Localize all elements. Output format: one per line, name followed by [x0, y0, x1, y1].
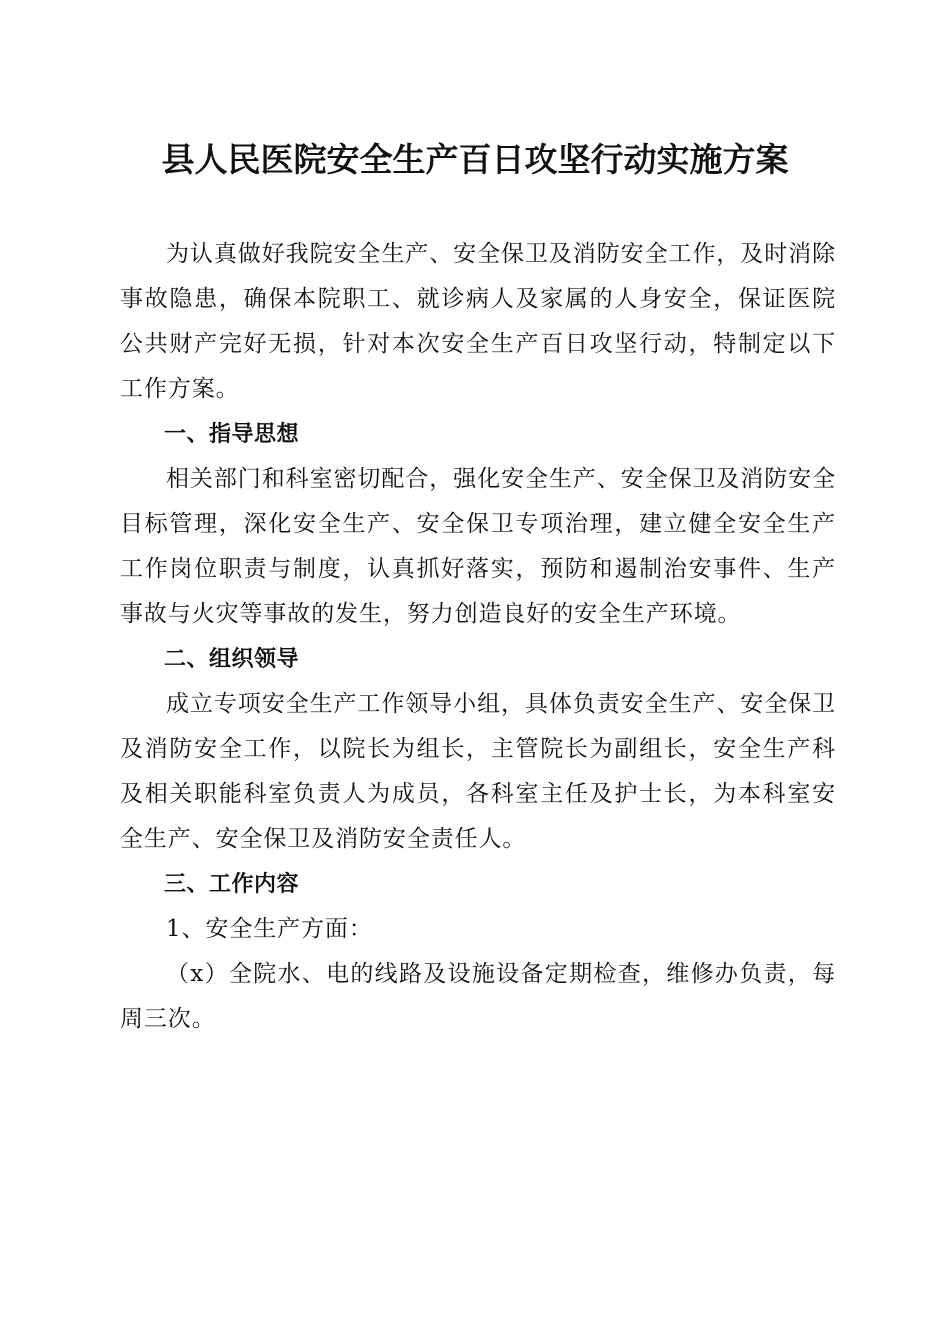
work-item-safety-production: 1、安全生产方面：	[166, 916, 373, 942]
work-item-safety-production-sub: （x）全院水、电的线路及设施设备定期检查，维修办负责，每周三次。	[120, 961, 836, 1032]
guiding-ideology-paragraph: 相关部门和科室密切配合，强化安全生产、安全保卫及消防安全目标管理，深化安全生产、安全保卫专项治理，建立健全安全生产工作岗位职责与制度，认真抓好落实，预防和遏制治安事件、生产事故与火灾等事故的发生，努力创造良好的安全生产环境。	[120, 466, 836, 627]
section-heading-guiding-ideology: 一、指导思想	[164, 422, 300, 447]
document-title: 县人民医院安全生产百日攻坚行动实施方案	[161, 140, 789, 179]
intro-paragraph: 为认真做好我院安全生产、安全保卫及消防安全工作，及时消除事故隐患，确保本院职工、就诊病人及家属的人身安全，保证医院公共财产完好无损，针对本次安全生产百日攻坚行动，特制定以下工作方案。	[120, 241, 836, 402]
section-heading-work-content: 三、工作内容	[164, 872, 300, 897]
document-body	[120, 232, 836, 1042]
section-heading-organization: 二、组织领导	[164, 647, 300, 672]
organization-paragraph: 成立专项安全生产工作领导小组，具体负责安全生产、安全保卫及消防安全工作，以院长为组长，主管院长为副组长，安全生产科及相关职能科室负责人为成员，各科室主任及护士长，为本科室安全生产、安全保卫及消防安全责任人。	[120, 691, 836, 852]
